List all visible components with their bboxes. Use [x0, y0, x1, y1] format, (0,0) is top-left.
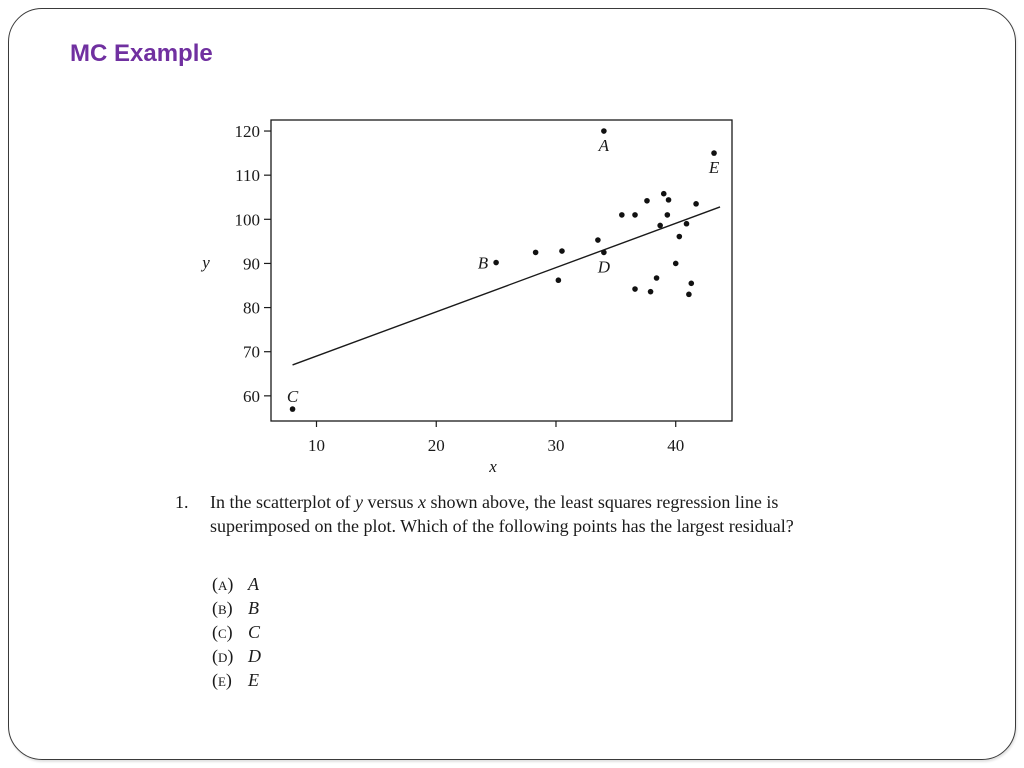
choice-b[interactable]	[212, 596, 261, 620]
point-label: E	[708, 158, 720, 178]
question-text-var-x: x	[417, 492, 426, 512]
choice-value: D	[248, 646, 261, 666]
choice-value: A	[248, 574, 259, 594]
question-text-part: versus	[362, 492, 418, 512]
data-point	[673, 261, 679, 267]
y-tick-label: 80	[243, 298, 260, 318]
data-point	[677, 234, 683, 240]
data-point	[493, 260, 499, 266]
data-point	[556, 277, 562, 283]
data-point	[661, 191, 667, 197]
question-text-var-y: y	[354, 492, 363, 512]
choice-tag: (c)	[212, 622, 233, 642]
choice-tag: (d)	[212, 646, 234, 666]
question-text-part: In the scatterplot of	[210, 492, 355, 512]
question-text-part: shown above, the least squares regression line is superimposed on the plot. Which of the following points has the largest residual?	[210, 492, 794, 536]
y-axis-label: y	[202, 253, 210, 272]
question-text	[210, 490, 840, 538]
choice-d[interactable]	[212, 644, 261, 668]
data-point	[559, 248, 565, 254]
question-number: 1.	[175, 492, 189, 512]
data-point	[686, 292, 692, 298]
data-point	[666, 197, 672, 203]
data-point	[619, 212, 625, 218]
data-point	[665, 212, 671, 218]
point-label: D	[597, 257, 611, 277]
x-tick-label: 10	[308, 436, 326, 455]
y-tick-label: 90	[243, 254, 260, 274]
choice-tag: (b)	[212, 598, 233, 618]
point-label: A	[598, 136, 610, 156]
slide-title: MC Example	[70, 40, 213, 67]
data-point	[533, 250, 539, 256]
plot-frame	[271, 120, 732, 421]
point-label: B	[477, 253, 489, 273]
data-point	[684, 221, 690, 227]
data-point	[688, 280, 694, 286]
choice-e[interactable]	[212, 668, 261, 692]
choice-tag: (a)	[212, 574, 234, 594]
scatterplot-chart	[190, 110, 750, 480]
answer-choices	[212, 572, 261, 692]
y-tick-label: 120	[234, 122, 260, 142]
data-point	[290, 406, 296, 412]
y-tick-label: 60	[243, 386, 260, 406]
x-tick-label: 30	[547, 436, 565, 455]
data-point	[711, 150, 717, 156]
data-point	[644, 198, 650, 204]
data-point	[693, 201, 699, 207]
data-point	[632, 286, 638, 292]
point-label: C	[286, 387, 299, 407]
data-point	[632, 212, 638, 218]
choice-tag: (e)	[212, 670, 232, 690]
x-tick-label: 40	[667, 436, 685, 455]
x-tick-label: 20	[427, 436, 445, 455]
data-point	[657, 223, 663, 229]
choice-value: B	[248, 598, 259, 618]
y-tick-label: 110	[235, 166, 260, 186]
data-point	[601, 250, 607, 256]
data-point	[595, 237, 601, 243]
y-tick-label: 70	[243, 342, 260, 362]
regression-line	[293, 207, 720, 365]
choice-value: C	[248, 622, 261, 642]
y-tick-label: 100	[234, 210, 260, 230]
choice-a[interactable]	[212, 572, 261, 596]
data-point	[601, 128, 607, 134]
data-point	[648, 289, 654, 295]
choice-c[interactable]	[212, 620, 261, 644]
data-point	[654, 275, 660, 281]
choice-value: E	[248, 670, 259, 690]
x-axis-label: x	[489, 457, 497, 476]
